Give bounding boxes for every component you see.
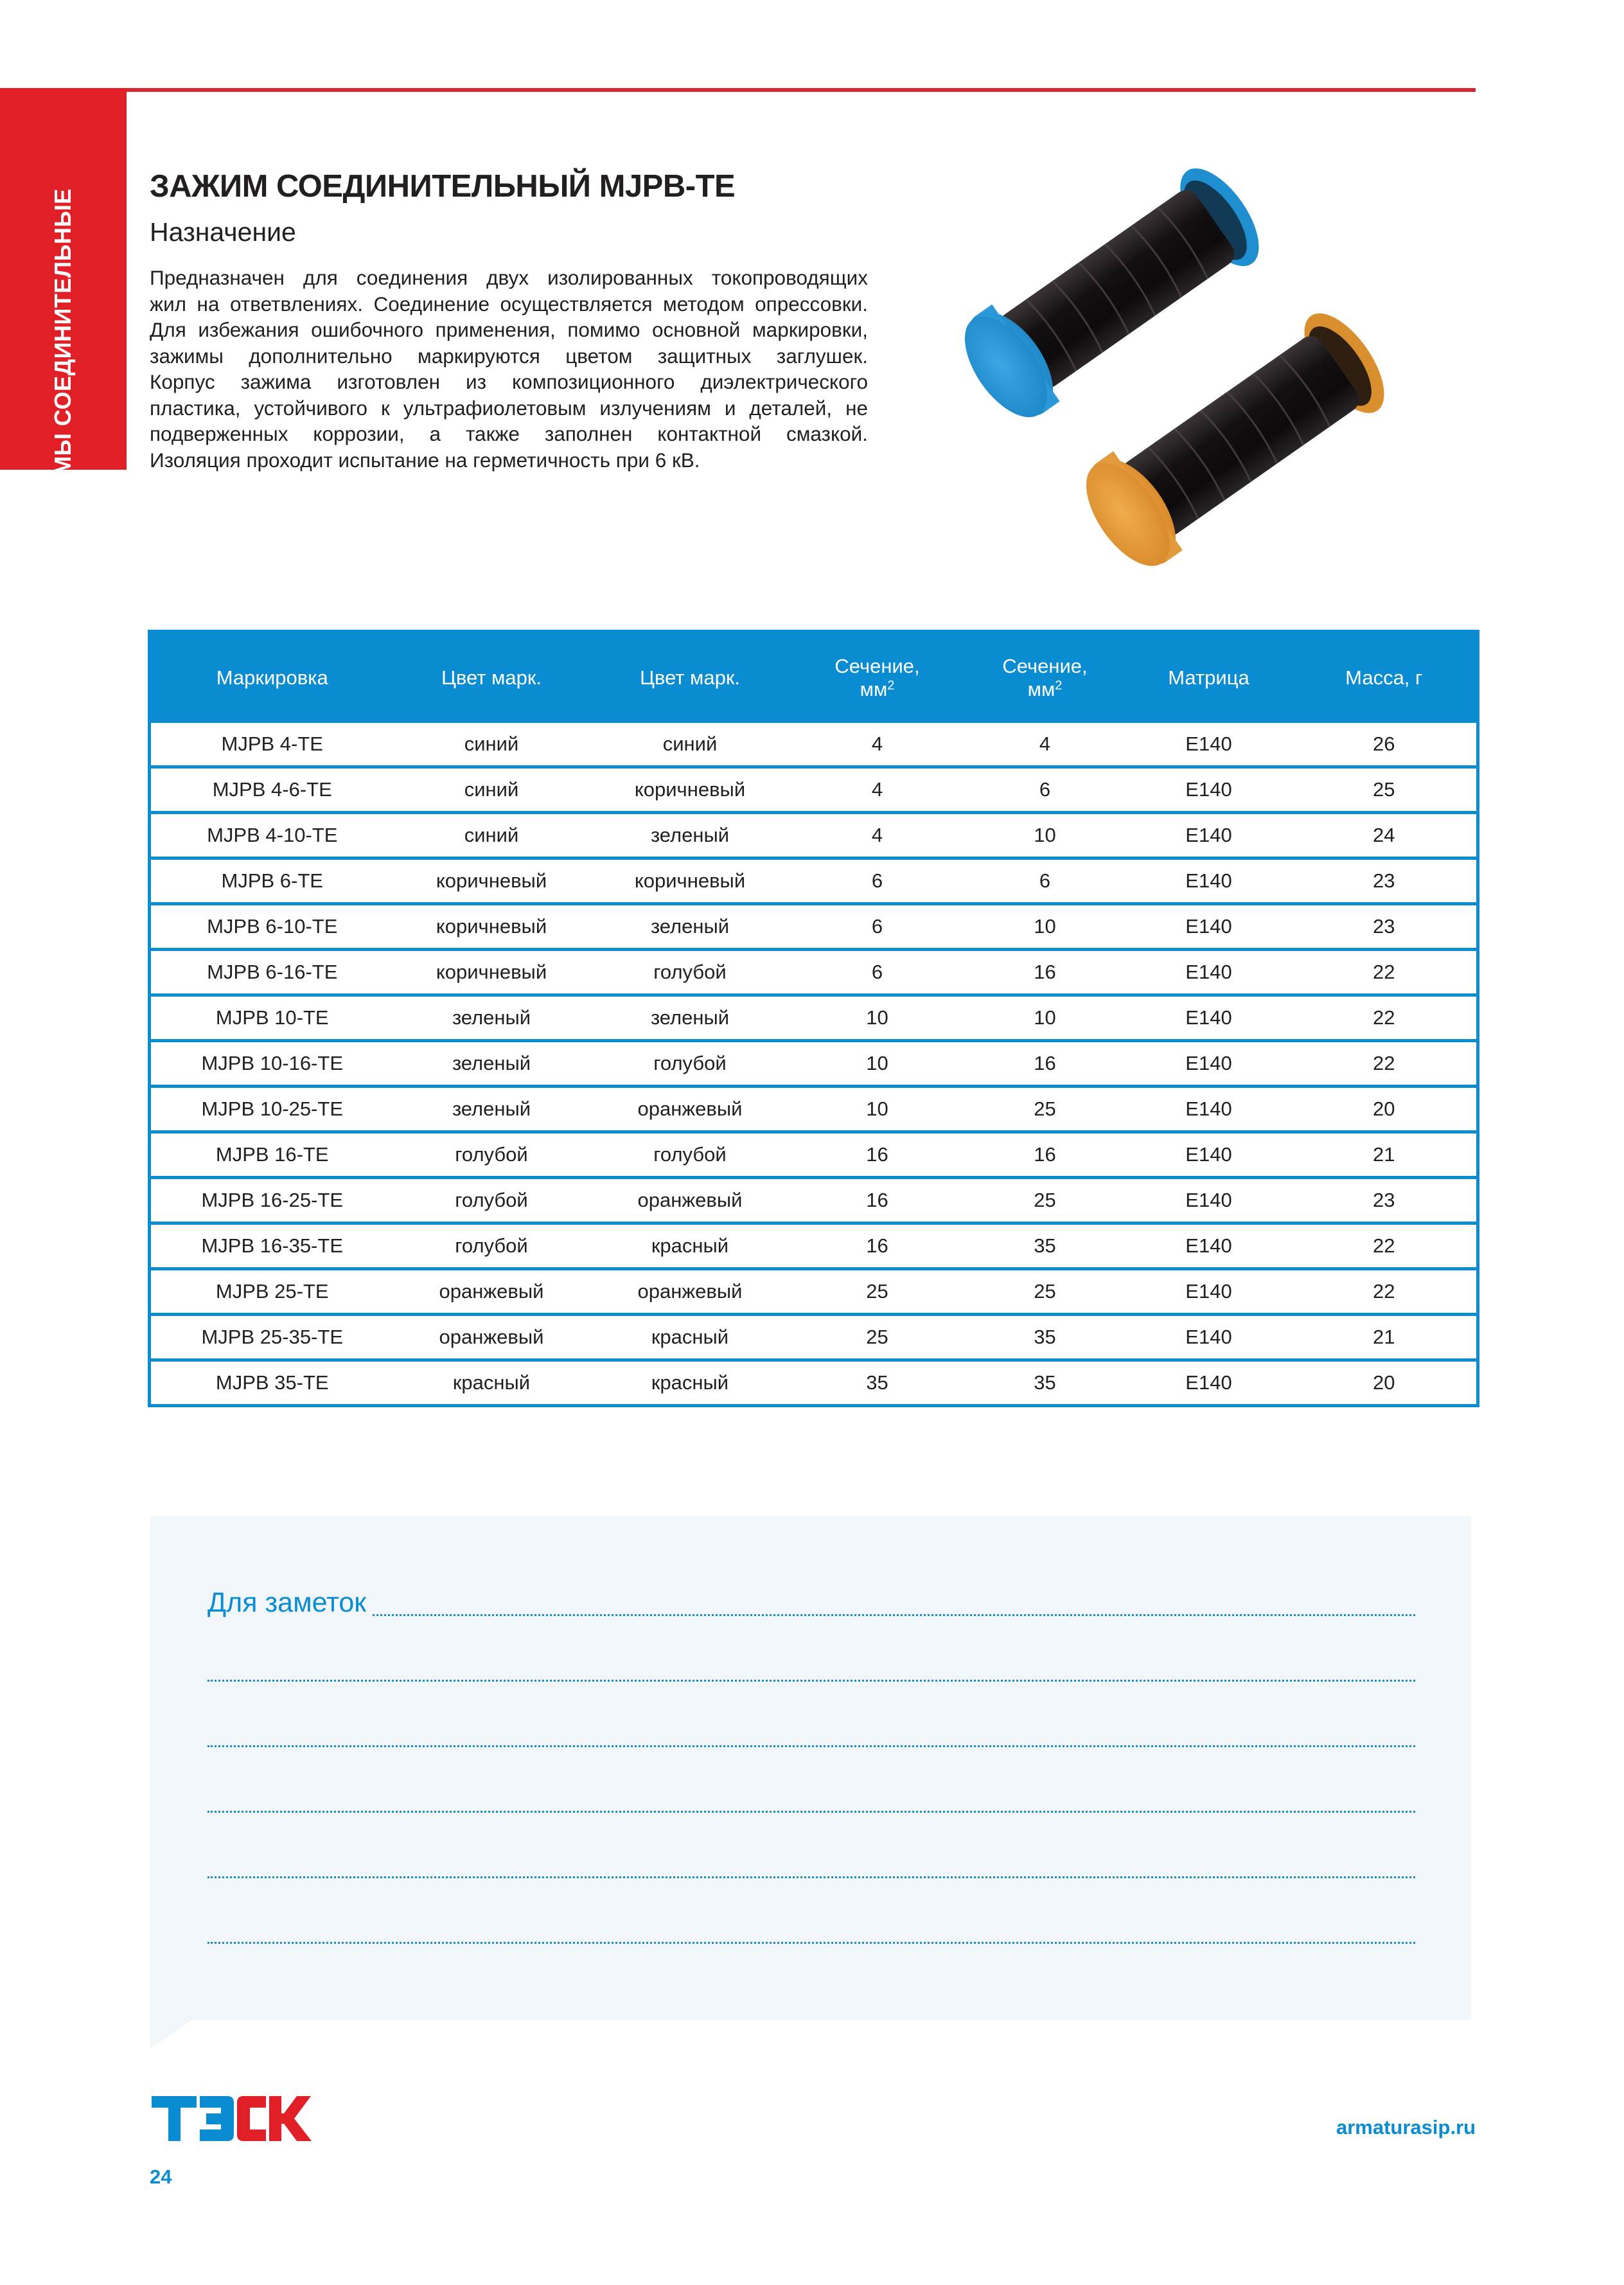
cell-color-1: оранжевый bbox=[394, 1269, 590, 1315]
description-line: Предназначен для соединения двух изолированных токопроводящих bbox=[150, 266, 868, 289]
cell-marking: MJPB 6-16-TE bbox=[150, 950, 394, 995]
spec-table bbox=[148, 630, 1479, 1407]
notes-line bbox=[207, 1811, 1415, 1813]
cell-section-1: 16 bbox=[791, 1223, 964, 1269]
cell-die: E140 bbox=[1126, 1178, 1292, 1223]
cell-color-1: голубой bbox=[394, 1132, 590, 1178]
cell-mass: 23 bbox=[1292, 904, 1478, 950]
cell-color-1: синий bbox=[394, 723, 590, 767]
cell-marking: MJPB 16-25-TE bbox=[150, 1178, 394, 1223]
table-row bbox=[150, 1132, 1478, 1178]
cell-color-2: оранжевый bbox=[590, 1087, 791, 1132]
cell-mass: 23 bbox=[1292, 858, 1478, 904]
cell-color-2: голубой bbox=[590, 950, 791, 995]
cell-color-1: коричневый bbox=[394, 904, 590, 950]
cell-die: E140 bbox=[1126, 1041, 1292, 1087]
section-tab bbox=[0, 88, 127, 546]
cell-color-2: оранжевый bbox=[590, 1269, 791, 1315]
notes-box-tail bbox=[150, 2018, 195, 2049]
table-row bbox=[150, 904, 1478, 950]
logo-letter-k bbox=[269, 2096, 312, 2141]
cell-mass: 22 bbox=[1292, 1041, 1478, 1087]
cell-die: E140 bbox=[1126, 723, 1292, 767]
cell-marking: MJPB 10-25-TE bbox=[150, 1087, 394, 1132]
cell-marking: MJPB 6-10-TE bbox=[150, 904, 394, 950]
cell-color-2: зеленый bbox=[590, 995, 791, 1041]
cell-section-2: 35 bbox=[964, 1223, 1126, 1269]
cell-marking: MJPB 16-35-TE bbox=[150, 1223, 394, 1269]
cell-section-2: 25 bbox=[964, 1178, 1126, 1223]
cell-color-1: зеленый bbox=[394, 1087, 590, 1132]
website-link[interactable]: armaturasip.ru bbox=[1336, 2116, 1476, 2138]
logo-letter-t bbox=[152, 2096, 197, 2141]
cell-color-2: коричневый bbox=[590, 767, 791, 813]
product-image bbox=[951, 141, 1452, 604]
col-header-color-1: Цвет марк. bbox=[394, 632, 590, 724]
cell-section-1: 10 bbox=[791, 1041, 964, 1087]
cell-section-1: 4 bbox=[791, 723, 964, 767]
cell-section-1: 35 bbox=[791, 1360, 964, 1406]
notes-line bbox=[207, 1876, 1415, 1878]
col-header-die: Матрица bbox=[1126, 632, 1292, 724]
cell-marking: MJPB 25-35-TE bbox=[150, 1315, 394, 1360]
cell-color-2: голубой bbox=[590, 1132, 791, 1178]
cell-section-1: 10 bbox=[791, 1087, 964, 1132]
logo-letter-e bbox=[200, 2096, 234, 2141]
cell-color-2: красный bbox=[590, 1360, 791, 1406]
cell-section-1: 10 bbox=[791, 995, 964, 1041]
cell-marking: MJPB 10-16-TE bbox=[150, 1041, 394, 1087]
logo-letter-s bbox=[237, 2096, 266, 2141]
cell-color-2: зеленый bbox=[590, 904, 791, 950]
cell-die: E140 bbox=[1126, 1315, 1292, 1360]
col-header-mass: Масса, г bbox=[1292, 632, 1478, 724]
cell-mass: 20 bbox=[1292, 1087, 1478, 1132]
cell-die: E140 bbox=[1126, 1360, 1292, 1406]
cell-mass: 21 bbox=[1292, 1132, 1478, 1178]
cell-die: E140 bbox=[1126, 904, 1292, 950]
notes-line bbox=[207, 1614, 1415, 1616]
notes-heading: Для заметок bbox=[207, 1587, 371, 1619]
cell-mass: 22 bbox=[1292, 1269, 1478, 1315]
cell-section-2: 35 bbox=[964, 1315, 1126, 1360]
cell-color-1: голубой bbox=[394, 1178, 590, 1223]
cell-section-1: 16 bbox=[791, 1132, 964, 1178]
table-row bbox=[150, 858, 1478, 904]
cell-section-2: 6 bbox=[964, 858, 1126, 904]
cell-die: E140 bbox=[1126, 1269, 1292, 1315]
description-line: Изоляция проходит испытание на герметичность при 6 кВ. bbox=[150, 448, 700, 472]
description-text bbox=[150, 265, 868, 473]
cell-die: E140 bbox=[1126, 767, 1292, 813]
cell-color-1: голубой bbox=[394, 1223, 590, 1269]
cell-section-2: 10 bbox=[964, 995, 1126, 1041]
cell-section-1: 4 bbox=[791, 767, 964, 813]
cell-section-2: 25 bbox=[964, 1087, 1126, 1132]
cell-mass: 24 bbox=[1292, 813, 1478, 858]
cell-section-1: 6 bbox=[791, 904, 964, 950]
cell-mass: 20 bbox=[1292, 1360, 1478, 1406]
cell-color-1: коричневый bbox=[394, 950, 590, 995]
cell-section-1: 6 bbox=[791, 858, 964, 904]
cell-die: E140 bbox=[1126, 1132, 1292, 1178]
cell-color-1: синий bbox=[394, 813, 590, 858]
cell-section-2: 16 bbox=[964, 1041, 1126, 1087]
table-row bbox=[150, 995, 1478, 1041]
cell-marking: MJPB 16-TE bbox=[150, 1132, 394, 1178]
table-row bbox=[150, 1178, 1478, 1223]
cell-die: E140 bbox=[1126, 858, 1292, 904]
cell-mass: 22 bbox=[1292, 1223, 1478, 1269]
col-header-section-1: Сечение, $мм^2$ bbox=[791, 632, 964, 724]
notes-line bbox=[207, 1942, 1415, 1944]
cell-section-2: 4 bbox=[964, 723, 1126, 767]
section-tab-label: ЗАЖИМЫ СОЕДИНИТЕЛЬНЫЕ bbox=[49, 188, 76, 546]
cell-mass: 23 bbox=[1292, 1178, 1478, 1223]
col-header-section-2: Сечение, $мм^2$ bbox=[964, 632, 1126, 724]
table-row bbox=[150, 767, 1478, 813]
table-row bbox=[150, 950, 1478, 995]
description-line: зажимы дополнительно маркируются цветом защитных заглушек. bbox=[150, 344, 868, 368]
cell-die: E140 bbox=[1126, 1087, 1292, 1132]
cell-color-1: коричневый bbox=[394, 858, 590, 904]
cell-color-1: синий bbox=[394, 767, 590, 813]
cell-mass: 25 bbox=[1292, 767, 1478, 813]
cell-mass: 26 bbox=[1292, 723, 1478, 767]
cell-color-1: зеленый bbox=[394, 1041, 590, 1087]
cell-section-2: 16 bbox=[964, 1132, 1126, 1178]
cell-marking: MJPB 6-TE bbox=[150, 858, 394, 904]
page-number: 24 bbox=[150, 2165, 172, 2188]
table-header-row bbox=[150, 632, 1478, 724]
table-row bbox=[150, 1041, 1478, 1087]
brand-logo bbox=[152, 2096, 312, 2142]
table-row bbox=[150, 1223, 1478, 1269]
col-header-color-2: Цвет марк. bbox=[590, 632, 791, 724]
table-row bbox=[150, 813, 1478, 858]
cell-color-1: оранжевый bbox=[394, 1315, 590, 1360]
cell-section-1: 25 bbox=[791, 1315, 964, 1360]
table-row bbox=[150, 1087, 1478, 1132]
description-line: жил на ответвлениях. Соединение осуществляется методом опрессовки. bbox=[150, 292, 868, 316]
table-row bbox=[150, 1269, 1478, 1315]
cell-section-1: 16 bbox=[791, 1178, 964, 1223]
description-line: подверженных коррозии, а также заполнен контактной смазкой. bbox=[150, 422, 868, 445]
cell-color-2: коричневый bbox=[590, 858, 791, 904]
cell-color-2: зеленый bbox=[590, 813, 791, 858]
cell-marking: MJPB 35-TE bbox=[150, 1360, 394, 1406]
cell-color-1: зеленый bbox=[394, 995, 590, 1041]
table-row bbox=[150, 723, 1478, 767]
cell-section-2: 10 bbox=[964, 904, 1126, 950]
col-header-marking: Маркировка bbox=[150, 632, 394, 724]
cell-marking: MJPB 4-6-TE bbox=[150, 767, 394, 813]
cell-section-1: 25 bbox=[791, 1269, 964, 1315]
cell-section-2: 35 bbox=[964, 1360, 1126, 1406]
page-title: ЗАЖИМ СОЕДИНИТЕЛЬНЫЙ MJPB-TE bbox=[150, 169, 736, 204]
table-row bbox=[150, 1315, 1478, 1360]
cell-color-2: оранжевый bbox=[590, 1178, 791, 1223]
cell-color-2: красный bbox=[590, 1315, 791, 1360]
cell-section-1: 4 bbox=[791, 813, 964, 858]
notes-line bbox=[207, 1745, 1415, 1747]
cell-marking: MJPB 4-10-TE bbox=[150, 813, 394, 858]
table-row bbox=[150, 1360, 1478, 1406]
section-subtitle: Назначение bbox=[150, 217, 296, 247]
cell-section-1: 6 bbox=[791, 950, 964, 995]
cell-color-1: красный bbox=[394, 1360, 590, 1406]
cell-die: E140 bbox=[1126, 813, 1292, 858]
cell-mass: 21 bbox=[1292, 1315, 1478, 1360]
cell-section-2: 25 bbox=[964, 1269, 1126, 1315]
cell-marking: MJPB 4-TE bbox=[150, 723, 394, 767]
cell-section-2: 6 bbox=[964, 767, 1126, 813]
cell-section-2: 16 bbox=[964, 950, 1126, 995]
cell-marking: MJPB 25-TE bbox=[150, 1269, 394, 1315]
cell-color-2: голубой bbox=[590, 1041, 791, 1087]
cell-mass: 22 bbox=[1292, 950, 1478, 995]
cell-marking: MJPB 10-TE bbox=[150, 995, 394, 1041]
notes-line bbox=[207, 1680, 1415, 1682]
cell-color-2: синий bbox=[590, 723, 791, 767]
cell-die: E140 bbox=[1126, 1223, 1292, 1269]
cell-die: E140 bbox=[1126, 950, 1292, 995]
cell-color-2: красный bbox=[590, 1223, 791, 1269]
description-line: пластика, устойчивого к ультрафиолетовым излучениям и деталей, не bbox=[150, 396, 868, 420]
cell-section-2: 10 bbox=[964, 813, 1126, 858]
top-rule bbox=[0, 88, 1476, 92]
cell-mass: 22 bbox=[1292, 995, 1478, 1041]
description-line: Корпус зажима изготовлен из композиционного диэлектрического bbox=[150, 370, 868, 393]
description-line: Для избежания ошибочного применения, помимо основной маркировки, bbox=[150, 318, 868, 341]
connector-blue bbox=[951, 154, 1276, 432]
table-body bbox=[150, 723, 1478, 1406]
cell-die: E140 bbox=[1126, 995, 1292, 1041]
